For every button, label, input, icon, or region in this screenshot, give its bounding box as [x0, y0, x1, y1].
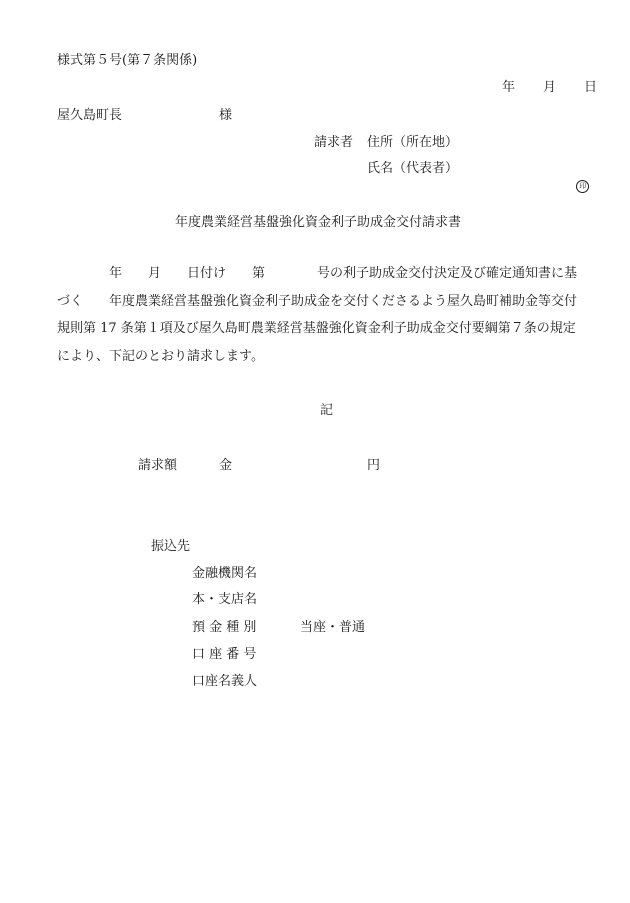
seal-icon [568, 161, 589, 193]
date-year: 年 [502, 80, 516, 95]
document-title: 年度農業経営基盤強化資金利子助成金交付請求書 [175, 215, 462, 230]
addressee-honorific: 様 [219, 108, 233, 123]
date-day: 日 [584, 80, 598, 95]
date-month: 月 [543, 80, 557, 95]
transfer-heading: 振込先 [151, 539, 191, 554]
name-label: 氏名（代表者） [367, 161, 459, 176]
body-line-3: 規則第 17 条第１項及び屋久島町農業経営基盤強化資金利子助成金交付要綱第７条の規定 [57, 321, 576, 336]
claim-yen: 円 [367, 458, 381, 473]
address-label: 住所（所在地） [367, 135, 459, 150]
body-line-2: づく 年度農業経営基盤強化資金利子助成金を交付くださるよう屋久島町補助金等交付 [57, 293, 578, 309]
requester-label: 請求者 [314, 135, 354, 150]
claim-kin: 金 [219, 458, 233, 473]
account-holder-label: 口座名義人 [192, 674, 258, 689]
deposit-type-label: 預 金 種 別 [192, 620, 257, 635]
branch-label: 本・支店名 [192, 592, 258, 607]
claim-label: 請求額 [138, 458, 178, 473]
addressee-name: 屋久島町長 [57, 108, 123, 123]
bank-name-label: 金融機関名 [192, 566, 258, 581]
account-number-label: 口 座 番 号 [192, 647, 257, 662]
seal-mark: 印 [576, 180, 589, 193]
body-paragraph [57, 260, 612, 370]
deposit-type-value: 当座・普通 [300, 620, 366, 635]
form-number: 様式第５号(第７条関係) [57, 53, 198, 68]
body-line-1: 年 月 日付け 第 号の利子助成金交付決定及び確定通知書に基 [57, 266, 578, 281]
body-line-4: により、下記のとおり請求します。 [57, 348, 264, 364]
ki-heading: 記 [320, 403, 334, 418]
